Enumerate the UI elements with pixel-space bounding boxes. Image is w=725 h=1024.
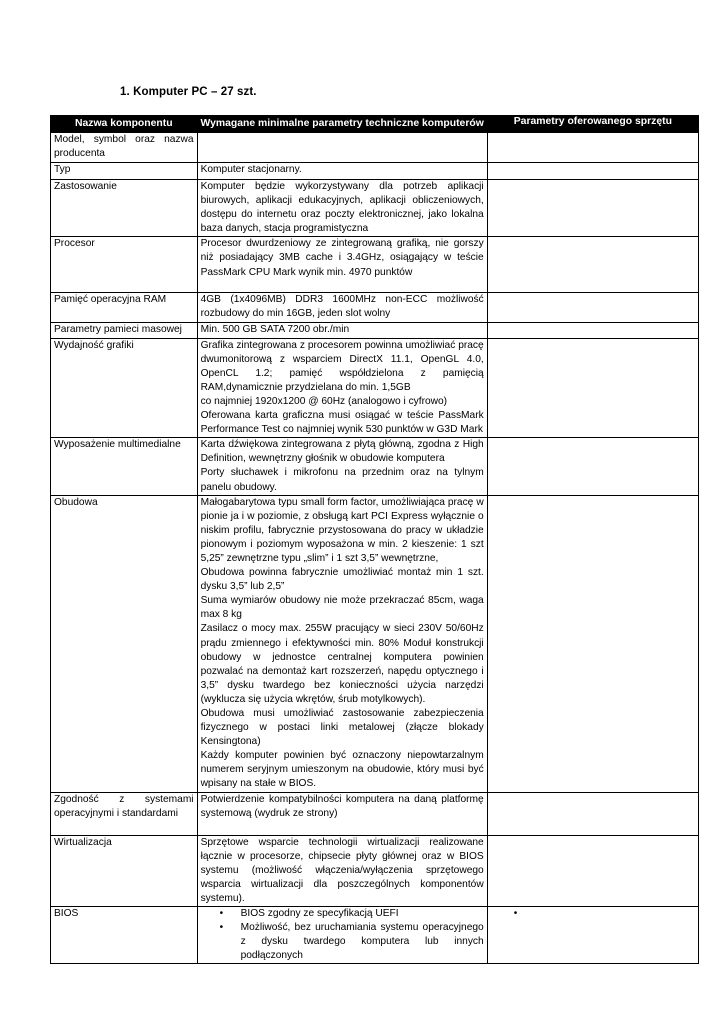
component-name-cell: Wydajność grafiki	[51, 338, 198, 438]
list-item	[219, 907, 484, 921]
requirement-cell	[197, 438, 487, 495]
requirement-text: Oferowana karta graficzna musi osiągać w teście PassMark Performance Test co najmniej wynik 530 punktów w G3D Mark	[200, 410, 484, 436]
component-name-cell: Procesor	[51, 237, 198, 293]
offered-cell[interactable]	[487, 438, 698, 495]
table-row	[51, 338, 699, 438]
bullet-text: BIOS zgodny ze specyfikacją UEFI	[240, 908, 399, 920]
bullet-text: Możliwość, bez uruchamiania systemu operacyjnego z dysku twardego komputera lub innych podłączonych	[240, 922, 484, 962]
requirement-cell	[197, 322, 487, 338]
offered-cell[interactable]	[487, 338, 698, 438]
table-row	[51, 835, 699, 906]
table-row	[51, 495, 699, 792]
offered-cell[interactable]	[487, 180, 698, 237]
requirement-text: Obudowa powinna fabrycznie umożliwiać montaż min 1 szt. dysku 3,5” lub 2,5”	[200, 567, 484, 593]
requirement-text: Sprzętowe wsparcie technologii wirtualizacji realizowane łącznie w procesorze, chipsecie płyty głównej oraz w BIOS systemu (możliwość włączenia/wyłączenia sprzętowego wsparcia wirtualizacji dla poszczególnych komponentów systemu).	[200, 836, 484, 904]
component-name-cell: Typ	[51, 163, 198, 180]
section-heading: 1. Komputer PC – 27 szt.	[120, 86, 257, 98]
requirement-text: Każdy komputer powinien być oznaczony niepowtarzalnym numerem seryjnym umieszonym na obudowie, który musi być wpisany na stałe w BIOS.	[200, 750, 484, 790]
requirement-text: Komputer stacjonarny.	[200, 164, 302, 175]
table-row	[51, 133, 699, 163]
requirement-cell	[197, 133, 487, 163]
component-name-cell: Model, symbol oraz nazwa producenta	[51, 133, 198, 163]
offered-cell[interactable]	[487, 293, 698, 322]
table-row	[51, 293, 699, 322]
bullet-icon: •	[513, 908, 518, 920]
component-name-cell: Obudowa	[51, 495, 198, 792]
table-row	[51, 322, 699, 338]
header-required-params: Wymagane minimalne parametry techniczne komputerów	[197, 116, 487, 133]
requirement-cell	[197, 180, 487, 237]
offered-cell[interactable]	[487, 835, 698, 906]
requirement-cell	[197, 163, 487, 180]
table-row	[51, 237, 699, 293]
bullet-icon: •	[219, 908, 224, 920]
table-row	[51, 907, 699, 964]
offered-cell[interactable]	[487, 792, 698, 835]
component-name-cell: Parametry pamieci masowej	[51, 322, 198, 338]
requirement-text: 4GB (1x4096MB) DDR3 1600MHz non-ECC możliwość rozbudowy do min 16GB, jeden slot wolny	[200, 294, 484, 320]
offered-cell[interactable]	[487, 133, 698, 163]
requirement-text: Zasilacz o mocy max. 255W pracujący w sieci 230V 50/60Hz prądu zmiennego i efektywności min. 80% Moduł konstrukcji obudowy w jednostce centralnej komputera powinien pozwalać na demontaż kart rozszerzeń, napędu optycznego i 3,5” dysku twardego bez konieczności użycia narzędzi (wyklucza się użycia wkrętów, śrub motylkowych).	[200, 623, 484, 705]
requirement-text: Obudowa musi umożliwiać zastosowanie zabezpieczenia fizycznego w postaci linki metalowej (złącze blokady Kensingtona)	[200, 708, 484, 748]
offered-cell[interactable]	[487, 163, 698, 180]
component-name-cell: Pamięć operacyjna RAM	[51, 293, 198, 322]
bullet-icon: •	[219, 922, 224, 934]
requirement-cell	[197, 338, 487, 438]
requirement-cell	[197, 293, 487, 322]
requirement-text: Karta dźwiękowa zintegrowana z płytą główną, zgodna z High Definition, wewnętrzny głośnik w obudowie komputera	[200, 439, 484, 465]
table-header-row	[51, 116, 699, 133]
requirement-text: Procesor dwurdzeniowy ze zintegrowaną grafiką, nie gorszy niż posiadający 3MB cache i 3.4GHz, osiągający w teście PassMark CPU Mark wynik min. 4970 punktów	[200, 238, 484, 278]
requirement-text: Grafika zintegrowana z procesorem powinna umożliwiać pracę dwumonitorową z wsparciem DirectX 11.1, OpenGL 4.0, OpenCL 1.2; pamięć współdzielona z pamięcią RAM,dynamicznie przydzielana do min. 1,5GB	[200, 339, 484, 393]
requirement-cell	[197, 792, 487, 835]
table-row	[51, 180, 699, 237]
offered-cell[interactable]	[487, 237, 698, 293]
offered-cell[interactable]	[487, 322, 698, 338]
requirement-cell	[197, 835, 487, 906]
list-item	[219, 921, 484, 963]
requirement-text: Porty słuchawek i mikrofonu na przednim oraz na tylnym panelu obudowy.	[200, 467, 484, 493]
table-row	[51, 163, 699, 180]
requirement-cell	[197, 907, 487, 964]
requirement-cell	[197, 237, 487, 293]
requirement-text: Min. 500 GB SATA 7200 obr./min	[200, 323, 350, 335]
spec-table	[50, 115, 699, 964]
requirement-text: Małogabarytowa typu small form factor, umożliwiająca pracę w pionie ja i w poziomie, z obsługą kart PCI Express wyłącznie o niskim profilu, fabrycznie przystosowana do pracy w układzie pionowym i poziomym wyposażona w min. 2 kieszenie: 1 szt 5,25” zewnętrzne typu „slim” i 1 szt 3,5” wewnętrzne,	[200, 496, 484, 564]
header-offered-params: Parametry oferowanego sprzętu	[487, 116, 698, 133]
component-name-cell: Zastosowanie	[51, 180, 198, 237]
requirement-text: co najmniej 1920x1200 @ 60Hz (analogowo i cyfrowo)	[200, 395, 448, 407]
requirement-text: Suma wymiarów obudowy nie może przekraczać 85cm, waga max 8 kg	[200, 595, 484, 621]
offered-cell[interactable]	[487, 907, 698, 964]
offered-cell[interactable]	[487, 495, 698, 792]
requirement-text: Komputer będzie wykorzystywany dla potrzeb aplikacji biurowych, aplikacji edukacyjnych, aplikacji obliczeniowych, dostępu do internetu oraz poczty elektronicznej, jako lokalna baza danych, stacja programistyczna	[200, 181, 484, 235]
requirement-cell	[197, 495, 487, 792]
header-component-name: Nazwa komponentu	[51, 116, 198, 133]
component-name-cell: Wyposażenie multimedialne	[51, 438, 198, 495]
table-row	[51, 438, 699, 495]
component-name-cell: BIOS	[51, 907, 198, 964]
bios-bullet-list	[201, 907, 484, 963]
table-row	[51, 792, 699, 835]
component-name-cell: Wirtualizacja	[51, 835, 198, 906]
component-name-cell: Zgodność z systemami operacyjnymi i standardami	[51, 792, 198, 835]
requirement-text: Potwierdzenie kompatybilności komputera na daną platformę systemową (wydruk ze strony)	[200, 793, 484, 819]
